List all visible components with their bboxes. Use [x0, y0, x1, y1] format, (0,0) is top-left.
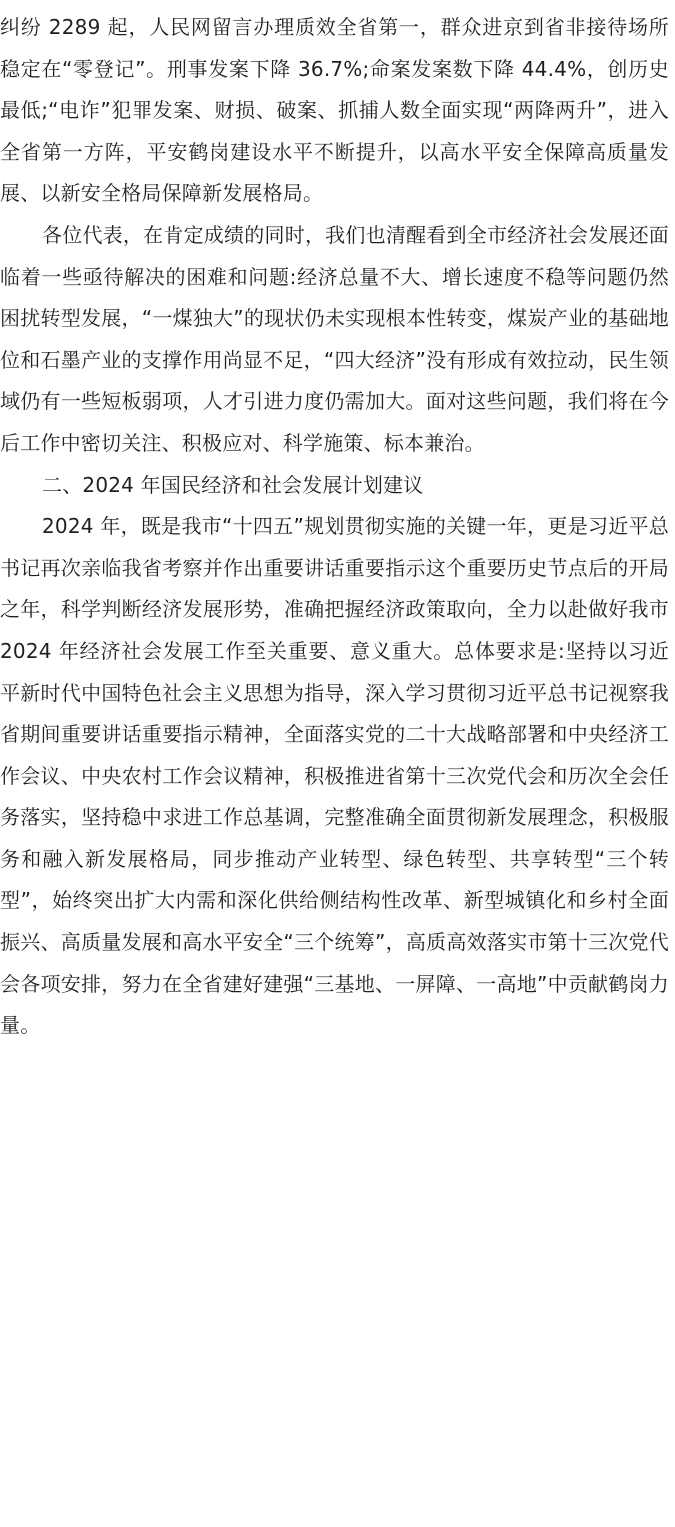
paragraph-2024-general-requirements: 2024 年，既是我市“十四五”规划贯彻实施的关键一年，更是习近平总书记再次亲临我省考察并作出重要讲话重要指示这个重要历史节点后的开局之年，科学判断经济发展形势，准确把握经济政策取向，全力以赴做好我市 2024 年经济社会发展工作至关重要、意义重大。总体要求是:坚持以习近平新时代中国特色社会主义思想为指导，深入学习贯彻习近平总书记视察我省期间重要讲话重要指示精神，全面落实党的二十大战略部署和中央经济工作会议、中央农村工作会议精神，积极推进省第十三次党代会和历次全会任务落实，坚持稳中求进工作总基调，完整准确全面贯彻新发展理念，积极服务和融入新发展格局，同步推动产业转型、绿色转型、共享转型“三个转型”，始终突出扩大内需和深化供给侧结构性改革、新型城镇化和乡村全面振兴、高质量发展和高水平安全“三个统筹”，高质高效落实市第十三次党代会各项安排，努力在全省建好建强“三基地、一屏障、一高地”中贡献鹤岗力量。 [0, 514, 669, 1038]
section-heading-2024-plan: 二、2024 年国民经济和社会发展计划建议 [42, 472, 424, 497]
paragraph-public-security-results: 纠纷 2289 起，人民网留言办理质效全省第一，群众进京到省非接待场所稳定在“零登记”。刑事发案下降 36.7%;命案发案数下降 44.4%，创历史最低;“电诈”犯罪发案、财损、破案、抓捕人数全面实现“两降两升”，进入全省第一方阵，平安鹤岗建设水平不断提升，以高水平安全保障高质量发展、以新安全格局保障新发展格局。 [0, 15, 669, 206]
paragraph-problems-and-challenges: 各位代表，在肯定成绩的同时，我们也清醒看到全市经济社会发展还面临着一些亟待解决的困难和问题:经济总量不大、增长速度不稳等问题仍然困扰转型发展，“一煤独大”的现状仍未实现根本性转变，煤炭产业的基础地位和石墨产业的支撑作用尚显不足，“四大经济”没有形成有效拉动，民生领域仍有一些短板弱项，人才引进力度仍需加大。面对这些问题，我们将在今后工作中密切关注、积极应对、科学施策、标本兼治。 [0, 222, 669, 455]
